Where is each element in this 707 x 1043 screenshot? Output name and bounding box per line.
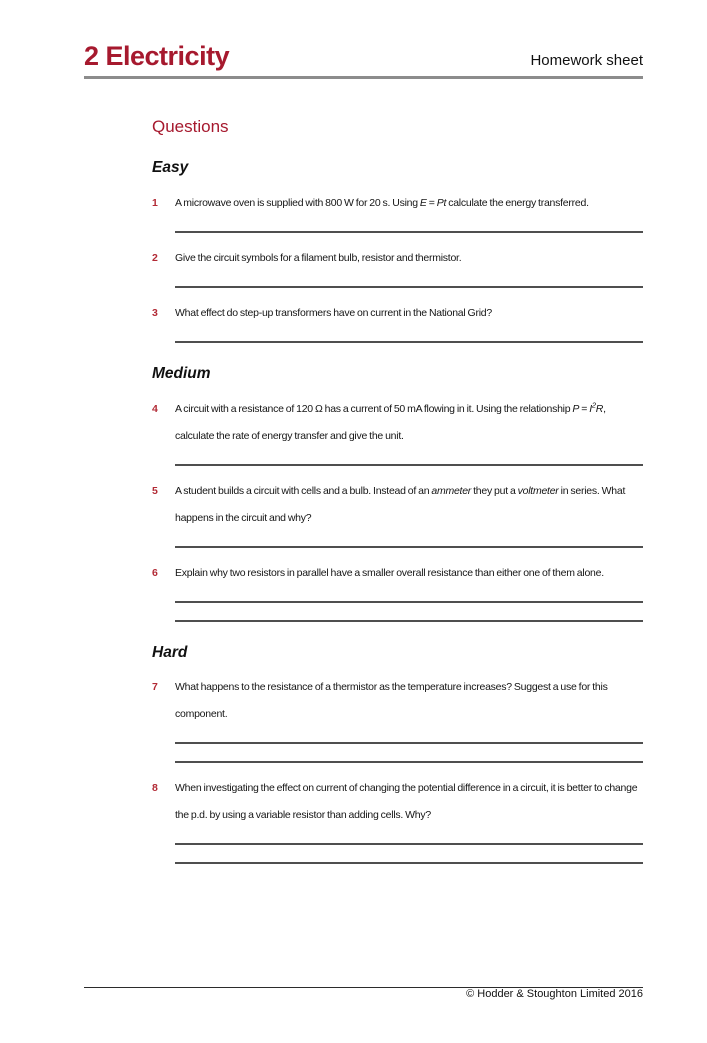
answer-line <box>175 862 643 864</box>
worksheet-body <box>152 117 643 864</box>
question-text-segment: in series. What happens in the circuit and why? <box>175 484 626 524</box>
page-header <box>84 43 643 79</box>
page-footer <box>84 987 643 1001</box>
answer-line <box>175 231 643 233</box>
question-number: 4 <box>152 402 158 415</box>
question-text-segment: they put a <box>471 484 518 497</box>
question-text <box>175 560 643 587</box>
question-7 <box>152 674 643 728</box>
question-number: 5 <box>152 484 158 497</box>
question-text-segment: What effect do step-up transformers have on current in the National Grid? <box>175 306 492 319</box>
question-text-segment: A microwave oven is supplied with 800 W for 20 s. Using <box>175 196 420 209</box>
sheet-type-label: Homework sheet <box>530 52 643 69</box>
question-text-segment: R <box>595 402 604 415</box>
question-text-segment: calculate the energy transferred. <box>446 196 589 209</box>
question-text <box>175 300 643 327</box>
question-number: 6 <box>152 566 158 579</box>
answer-line <box>175 464 643 466</box>
question-text <box>175 478 643 532</box>
question-5 <box>152 478 643 532</box>
question-number: 7 <box>152 681 158 694</box>
question-text <box>175 775 643 829</box>
question-number: 1 <box>152 196 158 209</box>
question-number: 8 <box>152 782 158 795</box>
question-2 <box>152 245 643 272</box>
page-title: 2 Electricity <box>84 41 230 71</box>
section-label-easy: Easy <box>152 159 189 177</box>
question-number: 2 <box>152 251 158 264</box>
answer-line <box>175 601 643 603</box>
question-text-segment: A student builds a circuit with cells and a bulb. Instead of an <box>175 484 432 497</box>
question-text <box>175 190 643 217</box>
answer-line <box>175 742 643 744</box>
question-text-segment: , calculate the rate of energy transfer and give the unit. <box>175 402 606 442</box>
question-number: 3 <box>152 306 158 319</box>
question-text-segment: What happens to the resistance of a thermistor as the temperature increases? Suggest a use for this component. <box>175 681 608 721</box>
question-text-segment: Give the circuit symbols for a filament bulb, resistor and thermistor. <box>175 251 462 264</box>
questions-area <box>152 159 643 864</box>
question-1 <box>152 190 643 217</box>
copyright-text: © Hodder & Stoughton Limited 2016 <box>466 988 643 1000</box>
answer-line <box>175 620 643 622</box>
answer-line <box>175 341 643 343</box>
question-text-segment: E <box>419 196 427 209</box>
questions-heading: Questions <box>152 117 229 136</box>
question-text-segment: A circuit with a resistance of 120 Ω has a current of 50 mA flowing in it. Using the relationship <box>175 402 573 415</box>
question-text <box>175 245 643 272</box>
question-text-segment: I <box>589 402 592 415</box>
answer-line <box>175 761 643 763</box>
section-label-hard: Hard <box>152 643 188 661</box>
question-text-segment: = <box>579 402 590 415</box>
question-8 <box>152 775 643 829</box>
question-text-segment: ammeter <box>431 484 472 497</box>
question-text-segment: = <box>426 196 437 209</box>
answer-line <box>175 286 643 288</box>
question-text-segment: 2 <box>591 400 596 410</box>
question-text-segment: Pt <box>436 196 447 209</box>
answer-line <box>175 546 643 548</box>
question-text <box>175 674 643 728</box>
question-text-segment: Explain why two resistors in parallel have a smaller overall resistance than either one of them alone. <box>175 566 604 579</box>
section-label-medium: Medium <box>152 364 211 382</box>
question-text-segment: voltmeter <box>517 484 559 497</box>
question-text-segment: P <box>572 402 580 415</box>
question-text-segment: When investigating the effect on current of changing the potential difference in a circuit, it is better to change the p.d. by using a variable resistor than adding cells. Why? <box>175 782 638 822</box>
question-3 <box>152 300 643 327</box>
question-6 <box>152 560 643 587</box>
question-text <box>175 396 643 450</box>
question-4 <box>152 396 643 450</box>
answer-line <box>175 843 643 845</box>
